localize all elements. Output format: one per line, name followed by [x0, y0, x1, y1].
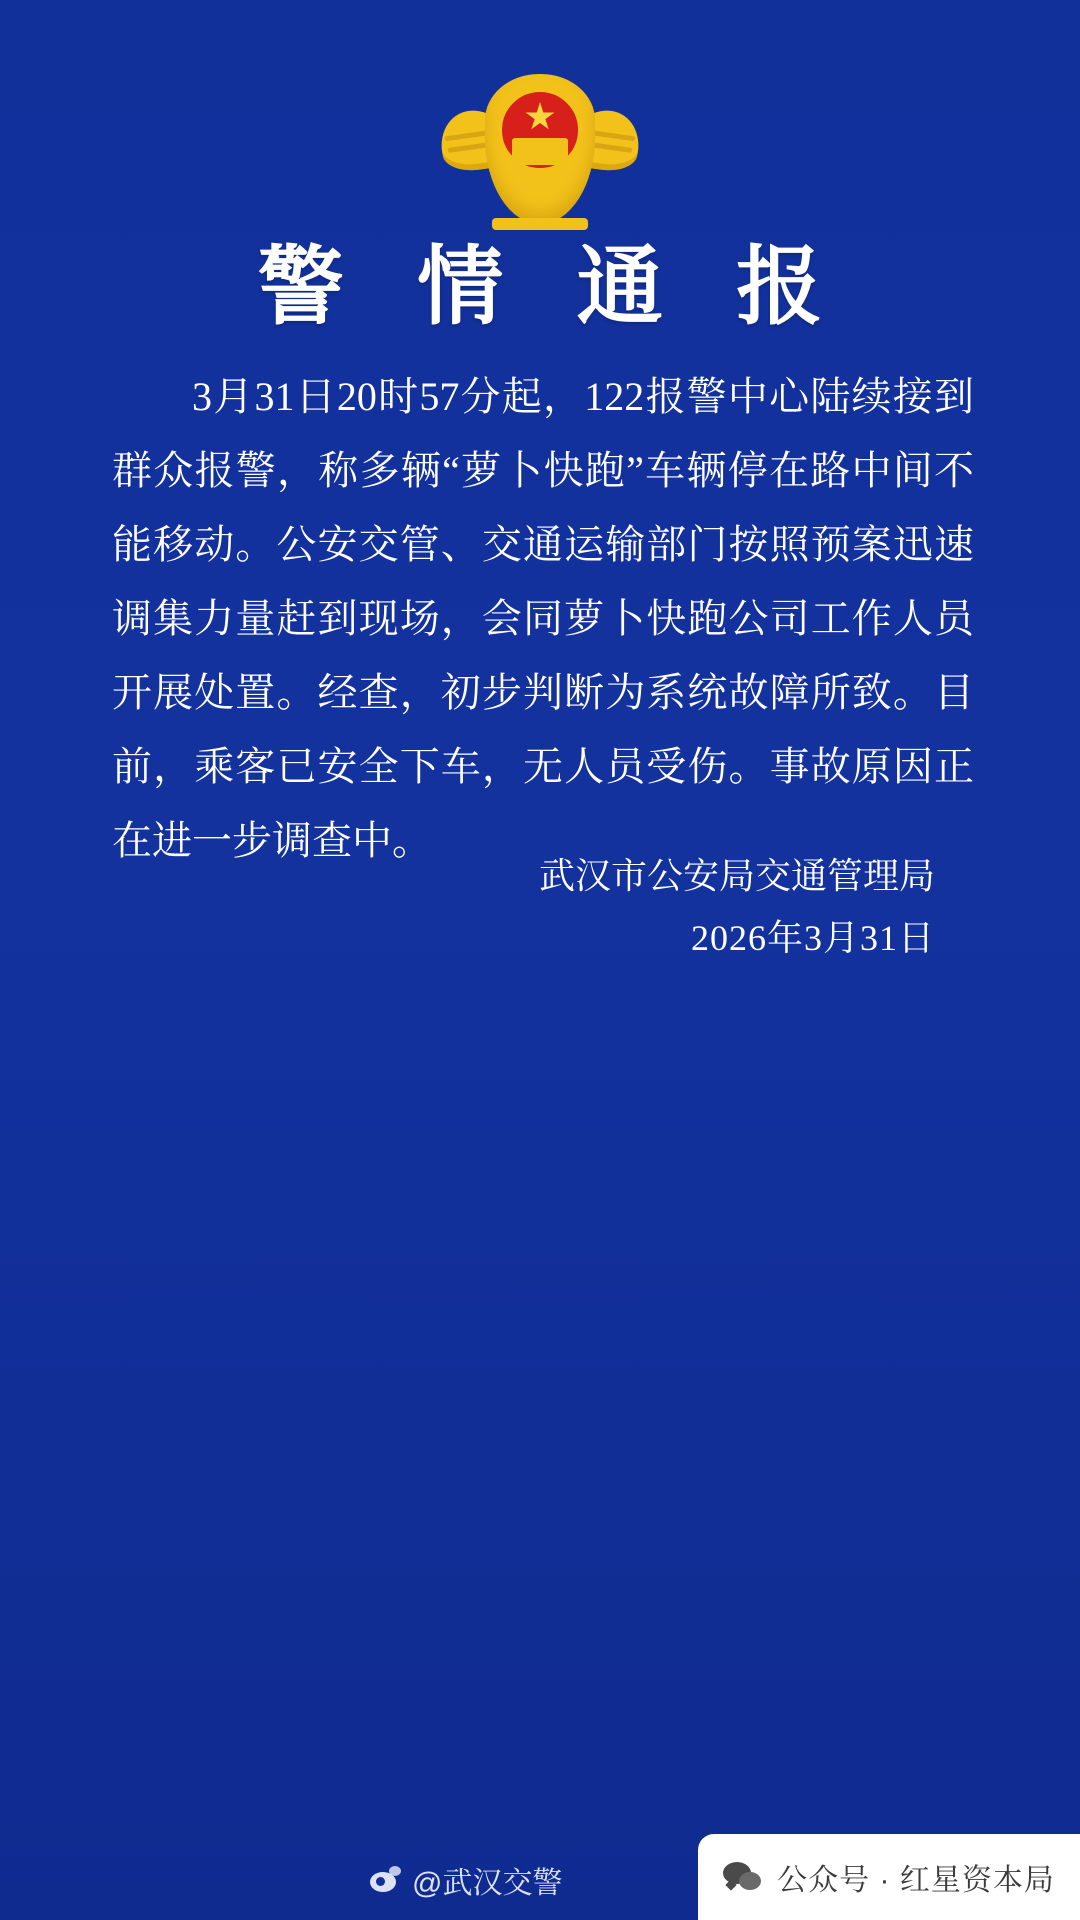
emblem-gate [512, 138, 568, 158]
notice-body-text: 3月31日20时57分起，122报警中心陆续接到群众报警，称多辆“萝卜快跑”车辆停在路中间不能移动。公安交管、交通运输部门按照预案迅速调集力量赶到现场，会同萝卜快跑公司工作人员开展处置。经查，初步判断为系统故障所致。目前，乘客已安全下车，无人员受伤。事故原因正在进一步调查中。 [112, 374, 974, 863]
weibo-handle-label: @武汉交警 [412, 1867, 563, 1900]
weibo-icon [368, 1863, 402, 1897]
emblem-base [492, 218, 588, 230]
wechat-account-badge[interactable] [698, 1834, 1080, 1920]
wechat-icon [723, 1860, 763, 1894]
police-emblem-icon [440, 62, 640, 234]
footer-bar [0, 1828, 1080, 1920]
signature-block [0, 845, 1080, 969]
weibo-handle-badge[interactable] [368, 1858, 562, 1902]
wechat-account-label: 公众号 · 红星资本局 [777, 1864, 1055, 1897]
signature-date: 2026年3月31日 [690, 918, 935, 958]
page-title: 警 情 通 报 [257, 239, 849, 335]
emblem-container [0, 62, 1080, 234]
signature-organization: 武汉市公安局交通管理局 [538, 856, 935, 896]
